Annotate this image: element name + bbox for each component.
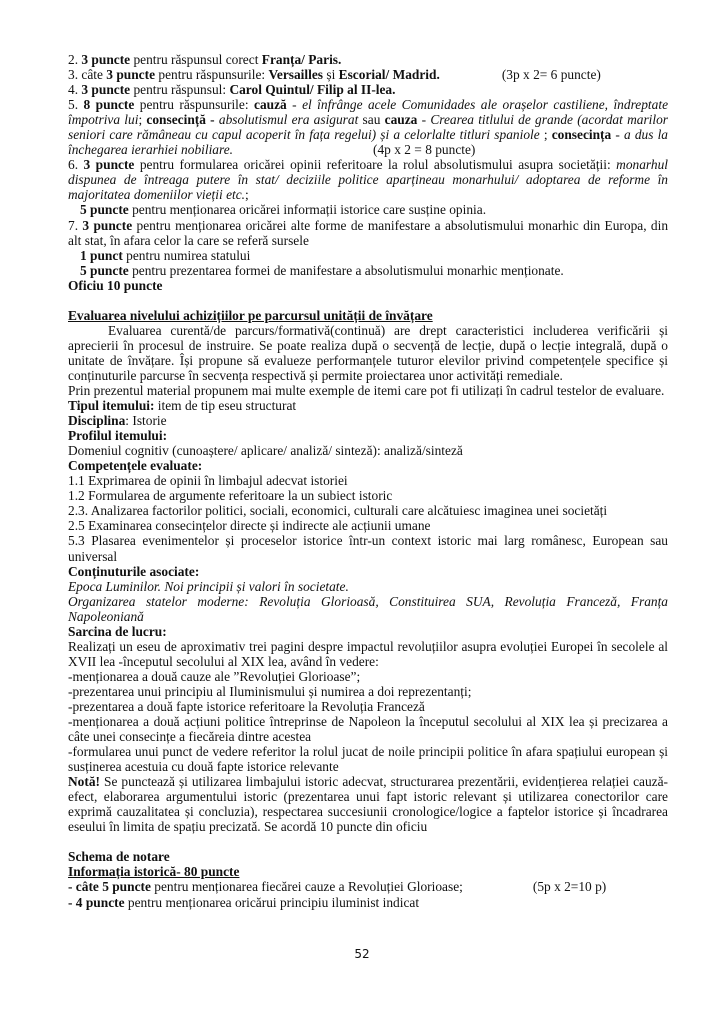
paragraph — [68, 398, 668, 413]
paragraph — [68, 218, 668, 248]
text-run: Se punctează și utilizarea limbajului istoric adecvat, structurarea prezentării, evidențierea relației cauză-efect, elaborarea argumentului istoric (prezentarea unui fapt istoric relevant și utilizarea conectorilor care exprimă cauzalitatea și concluzia), respectarea succesiunii cronologice/logice a faptelor istorice și încadrarea eseului în limita de spațiu precizată. Se acordă 10 puncte din oficiu — [68, 774, 668, 835]
paragraph — [68, 443, 668, 458]
paragraph — [68, 248, 668, 263]
bold-text: - 4 puncte — [68, 894, 125, 910]
paragraph — [68, 82, 668, 97]
paragraph — [68, 714, 668, 744]
text-run: pentru răspunsurile: — [134, 97, 254, 113]
bold-text: Schema de notare — [68, 849, 170, 865]
text-run: 2.3. Analizarea factorilor politici, sociali, economici, culturali care alcătuiesc imaginea unei societăți — [68, 503, 608, 519]
text-run: 5. — [68, 97, 84, 113]
text-run: și — [323, 67, 339, 83]
text-run: 1.1 Exprimarea de opinii în limbajul adecvat istoriei — [68, 473, 348, 489]
bold-text: 3 puncte — [82, 217, 133, 233]
text-run: pentru răspunsul: — [130, 82, 230, 98]
text-run: Realizați un eseu de aproximativ trei pagini despre impactul revoluțiilor asupra evoluției Europei în secolele al XVII lea -începutul secolului al XIX lea, având în vedere: — [68, 638, 668, 669]
paragraph — [68, 503, 668, 518]
blank-line — [68, 834, 668, 849]
bold-text: 1 punct — [80, 247, 123, 263]
paragraph — [68, 413, 668, 428]
bold-text: Informația istorică- 80 puncte — [68, 864, 240, 880]
text-run: 4. — [68, 82, 82, 98]
paragraph — [68, 639, 668, 669]
text-run: 3. câte — [68, 67, 107, 83]
text-run: 7. — [68, 217, 83, 233]
score-note: (4p x 2 = 8 puncte) — [373, 142, 476, 158]
bold-text: Escorial/ Madrid. — [338, 67, 440, 83]
bold-text: consecința — [551, 127, 612, 143]
text-run: pentru prezentarea formei de manifestare a absolutismului monarhic menționate. — [128, 262, 564, 278]
paragraph — [68, 157, 668, 202]
text-run: 1.2 Formularea de argumente referitoare la un subiect istoric — [68, 488, 393, 504]
bold-text: 5 puncte — [80, 262, 129, 278]
bold-text: Profilul itemului: — [68, 428, 168, 444]
text-run: pentru menționarea fiecărei cauze a Revoluției Glorioase; — [150, 879, 463, 895]
bold-text: - câte 5 puncte — [68, 879, 151, 895]
bold-text: Evaluarea nivelului achizițiilor pe parcursul unității de învățare — [68, 307, 433, 323]
paragraph — [68, 488, 668, 503]
paragraph — [68, 202, 668, 217]
paragraph — [68, 774, 668, 834]
text-run: 2.5 Examinarea consecințelor directe și indirecte ale acțiunii umane — [68, 518, 431, 534]
bold-text: Notă! — [68, 774, 100, 790]
italic-text: monarhul dispunea de întreaga putere în stat/ deciziile politice aparțineau monarhului/ adoptarea de reforme în majoritatea domeniilor vieții etc. — [68, 157, 669, 203]
paragraph — [68, 278, 668, 293]
paragraph — [68, 518, 668, 533]
paragraph — [68, 864, 668, 879]
bold-text: Conținuturile asociate: — [68, 563, 200, 579]
bold-text: Tipul itemului: — [68, 398, 155, 414]
italic-text: - a dus la închegarea ierarhiei nobiliare. — [68, 127, 668, 158]
text-run: 2. — [68, 52, 82, 67]
text-run: Evaluarea curentă/de parcurs/formativă(continuă) are drept caracteristici includerea verificării și aprecierii în procesul de instruire. Se poate realiza după o secvență de lecție, după o lecție integrală, după o unitate de învățare. Își propune să evalueze performanțele tuturor elevilor privind competențele specifice și conținuturile parcurse în secvența respectivă și permite proiectarea unor activități remediale. — [68, 322, 668, 383]
paragraph — [68, 579, 668, 594]
text-run: pentru menționarea oricărei alte forme de manifestare a absolutismului monarhic din Europa, din alt stat, în afara celor la care se referă sursele — [68, 217, 669, 248]
bold-text: Franța/ Paris. — [261, 52, 342, 67]
text-run: item de tip eseu structurat — [154, 398, 297, 414]
paragraph — [68, 684, 668, 699]
bold-text: consecință - — [146, 112, 215, 128]
bold-text: 3 puncte — [81, 82, 131, 98]
text-run: 5.3 Plasarea evenimentelor și proceselor istorice într-un context istoric mai larg românesc, European sau universal — [68, 533, 668, 564]
italic-text: - Crearea titlului de grande (acordat marilor seniori care rămâneau cu capul acoperit în fața regelui) și a celorlalte titluri spaniole — [68, 112, 668, 143]
text-run: -menționarea a două cauze ale ”Revoluției Glorioase”; — [68, 668, 361, 684]
paragraph — [68, 744, 668, 774]
bold-text: Sarcina de lucru: — [68, 623, 167, 639]
bold-text: 3 puncte — [81, 52, 131, 67]
bold-text: 8 puncte — [83, 97, 135, 113]
text-run: ; — [138, 112, 147, 128]
bold-text: Competențele evaluate: — [68, 458, 203, 474]
paragraph — [68, 67, 668, 82]
text-run: pentru formularea oricărei opinii referitoare la rolul absolutismului asupra societății: — [134, 157, 617, 173]
paragraph — [68, 624, 668, 639]
paragraph — [68, 323, 668, 383]
text-run: ; — [245, 187, 249, 203]
bold-text: cauza — [384, 112, 418, 128]
paragraph — [68, 473, 668, 488]
text-run: : Istorie — [125, 413, 167, 429]
bold-text: Versailles — [268, 67, 324, 83]
italic-text: el înfrânge acele Comunidades ale orașelor castiliene, îndreptate împotriva lui — [68, 97, 669, 128]
document-page — [68, 52, 668, 910]
bold-text: Oficiu 10 puncte — [68, 277, 163, 293]
text-run: Prin prezentul material propunem mai multe exemple de itemi care pot fi utilizați în cadrul testelor de evaluare. — [68, 382, 665, 398]
paragraph — [68, 308, 668, 323]
score-note: (3p x 2= 6 puncte) — [501, 67, 601, 83]
bold-text: Disciplina — [68, 413, 126, 429]
bold-text: cauză — [254, 97, 287, 113]
paragraph — [68, 97, 668, 157]
italic-text: Epoca Luminilor. Noi principii și valori în societate. — [68, 578, 349, 594]
blank-line — [68, 293, 668, 308]
text-run: Domeniul cognitiv (cunoaștere/ aplicare/ analiză/ sinteză): analiză/sinteză — [68, 443, 463, 459]
paragraph — [68, 564, 668, 579]
paragraph — [68, 879, 668, 894]
bold-text: Carol Quintul/ Filip al II-lea. — [229, 82, 396, 98]
text-run: pentru răspunsul corect — [130, 52, 262, 67]
text-run: 6. — [68, 157, 84, 173]
text-run: -formularea unui punct de vedere referitor la rolul jucat de noile principii politice în afara spațiului european și susținerea acestuia cu două fapte istorice relevante — [68, 744, 668, 775]
text-run: -prezentarea a două fapte istorice referitoare la Revoluția Franceză — [68, 698, 425, 714]
paragraph — [68, 533, 668, 563]
bold-text: 3 puncte — [83, 157, 135, 173]
paragraph — [68, 383, 668, 398]
text-run: pentru menționarea oricărui principiu iluminist indicat — [124, 894, 420, 910]
page-number: 52 — [354, 947, 370, 961]
text-run: sau — [358, 112, 385, 128]
bold-text: 3 puncte — [106, 67, 156, 83]
paragraph — [68, 594, 668, 624]
italic-text: absolutismul era asigurat — [214, 112, 359, 128]
paragraph — [68, 895, 668, 910]
text-run: ; — [539, 127, 552, 143]
bold-text: 5 puncte — [80, 202, 129, 218]
italic-text: Organizarea statelor moderne: Revoluția Glorioasă, Constituirea SUA, Revoluția Franceză, Franța Napoleoniană — [68, 593, 668, 624]
text-run: -menționarea a două acțiuni politice întreprinse de Napoleon la începutul secolului al XIX lea și precizarea a câte unei consecințe a fiecăreia dintre acestea — [68, 714, 668, 745]
paragraph — [68, 428, 668, 443]
score-note: (5p x 2=10 p) — [532, 879, 607, 895]
text-run: - — [286, 97, 303, 113]
text-run: pentru numirea statului — [122, 247, 251, 263]
paragraph — [68, 52, 668, 67]
paragraph — [68, 458, 668, 473]
text-run: pentru menționarea oricărei informații istorice care susține opinia. — [128, 202, 487, 218]
paragraph — [68, 699, 668, 714]
text-run: -prezentarea unui principiu al Iluminismului și numirea a doi reprezentanți; — [68, 683, 472, 699]
paragraph — [68, 669, 668, 684]
paragraph — [68, 263, 668, 278]
paragraph — [68, 849, 668, 864]
text-run: pentru răspunsurile: — [155, 67, 269, 83]
